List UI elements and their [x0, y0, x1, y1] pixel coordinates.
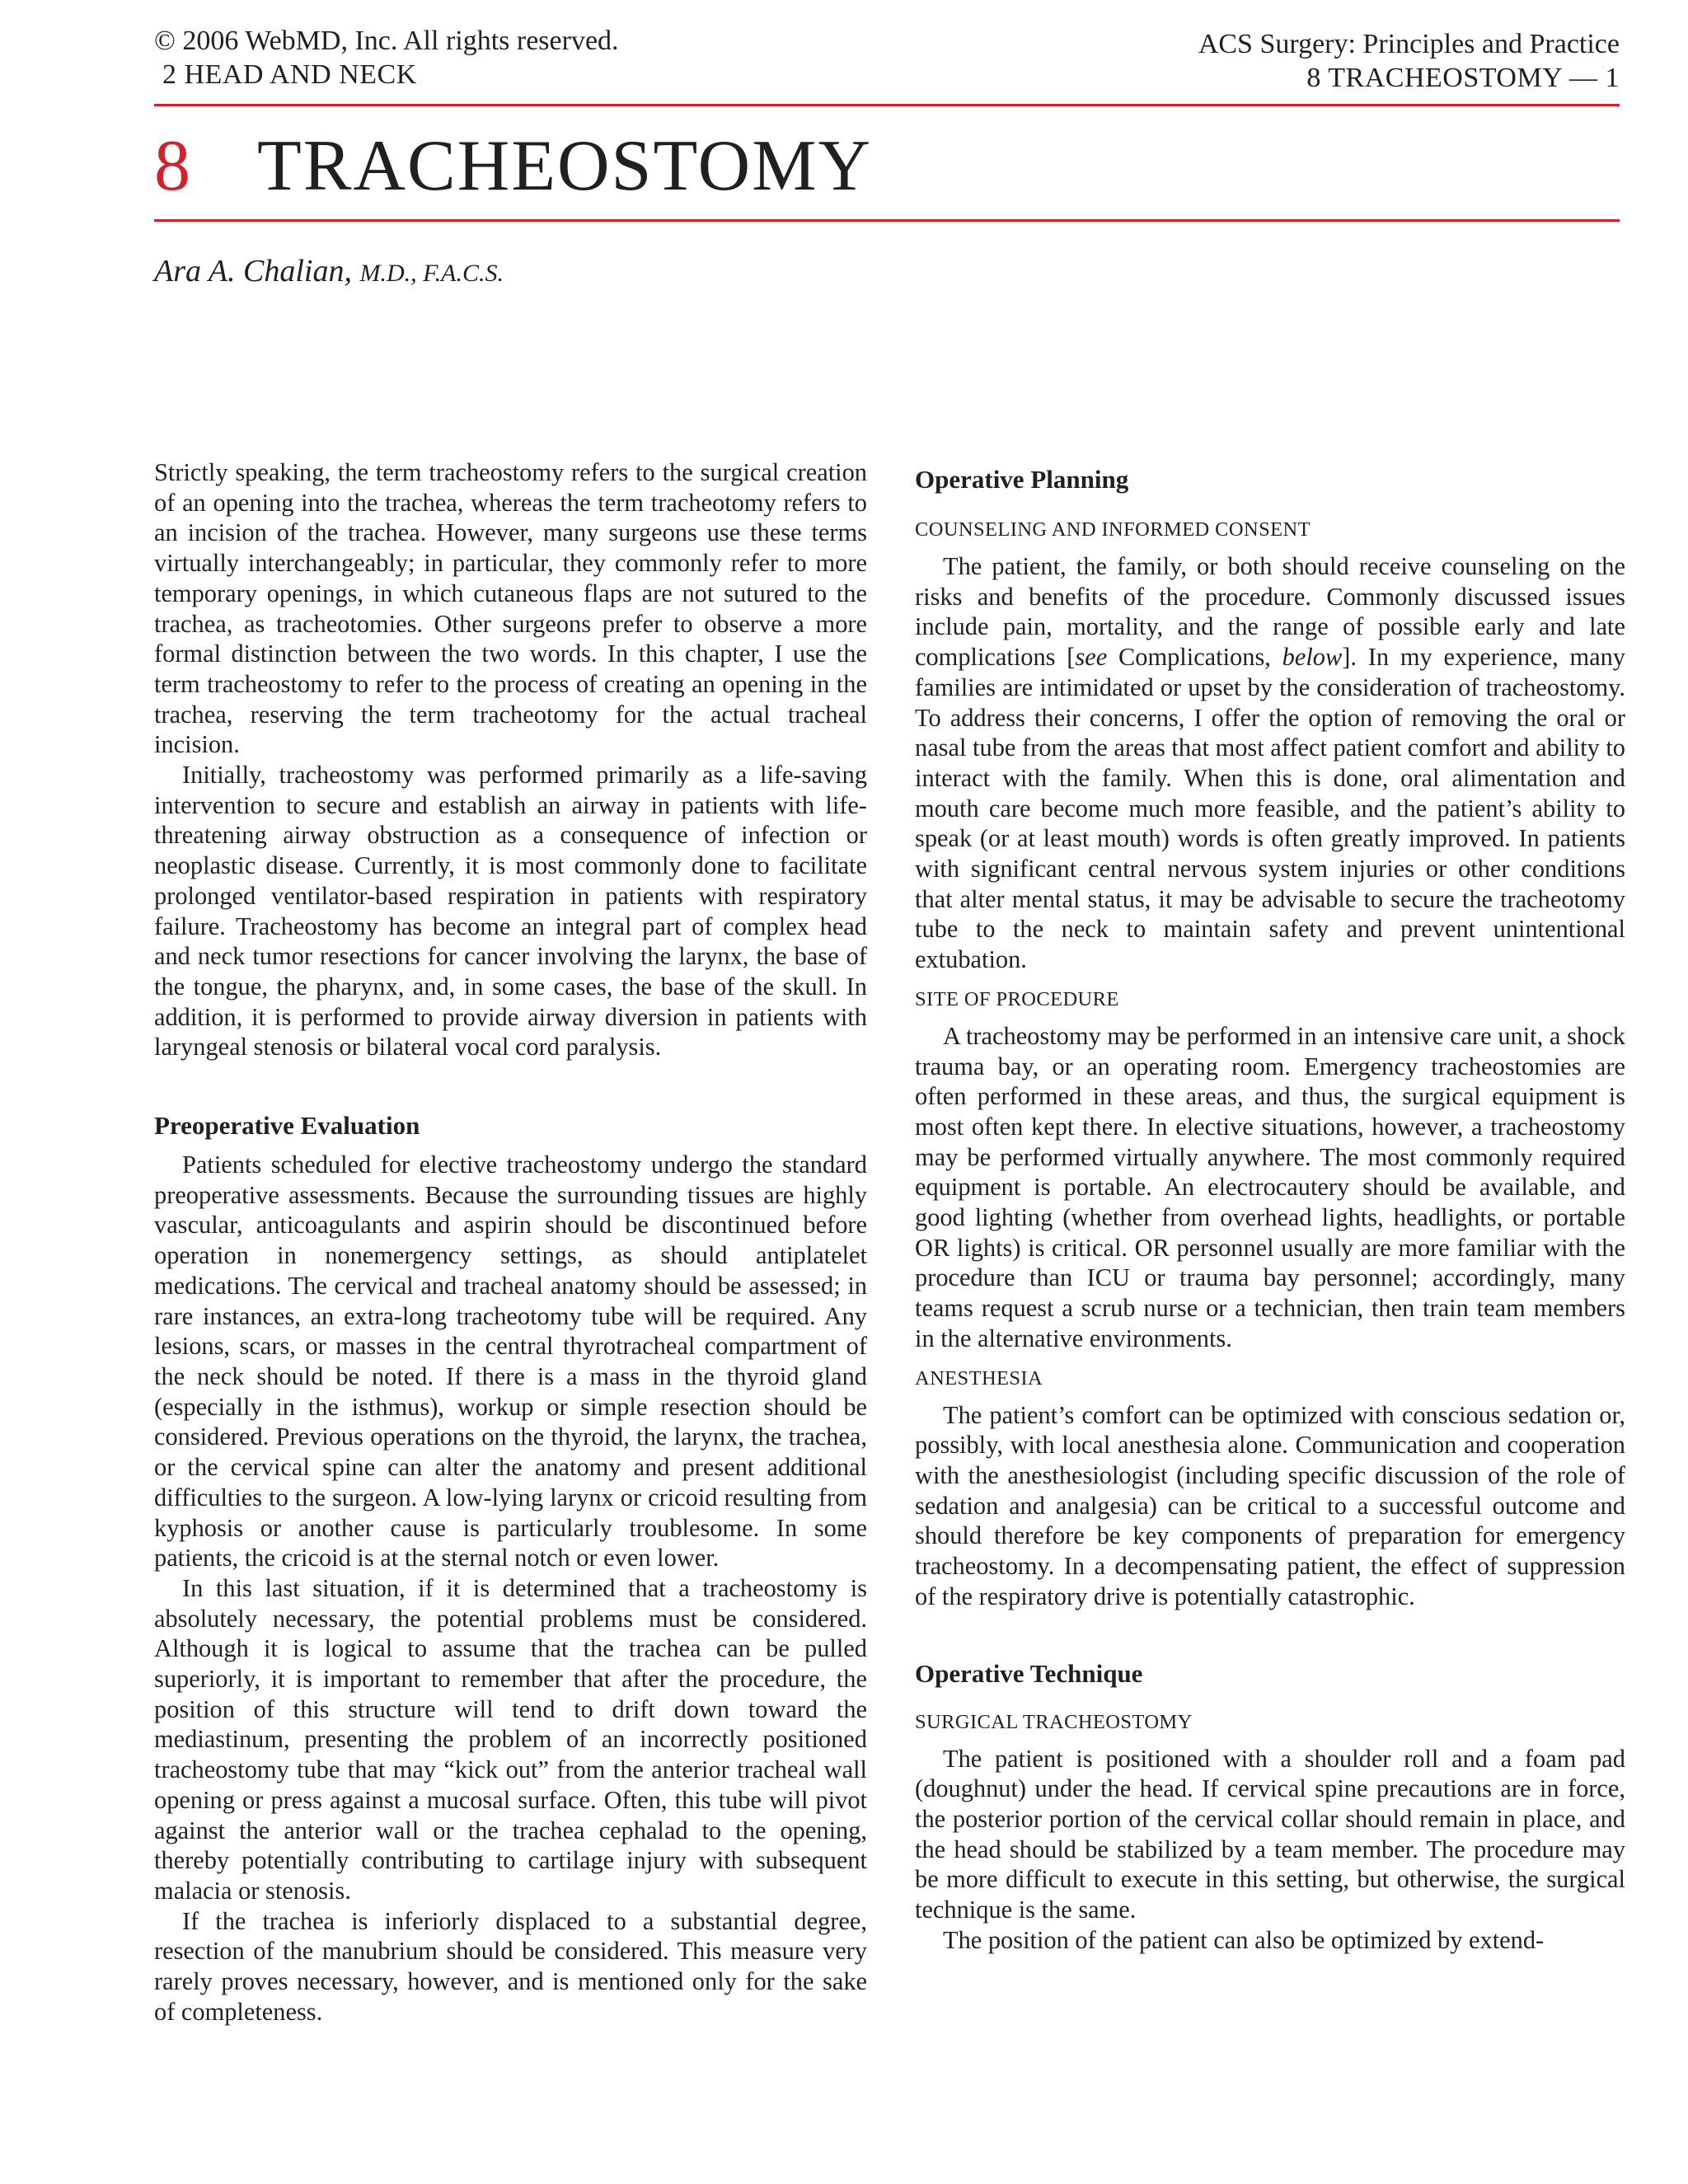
intro-paragraph-2: Initially, tracheostomy was performed primarily as a life-saving intervention to secure and establish an airway in patients with life-threatening airway obstruction as a consequence of infection or neoplastic disease. Currently, it is most commonly done to facilitate prolonged ventilator-based respiration in patients with respiratory failure. Tracheostomy has become an integral part of complex head and neck tumor resections for cancer involving the larynx, the base of the tongue, the pharynx, and, in some cases, the base of the skull. In addition, it is performed to provide airway diversion in patients with laryngeal stenosis or bilateral vocal cord paralysis. — [154, 761, 867, 1062]
preoperative-heading: Preoperative Evaluation — [154, 1111, 420, 1141]
technique-heading: Operative Technique — [915, 1658, 1143, 1688]
anesthesia-paragraph: The patient’s comfort can be optimized with conscious sedation or, possibly, with local anesthesia alone. Communication and cooperation with the anesthesiologist (including specific discussion of the role of sedation and analgesia) can be critical to a successful outcome and should therefore be key components of preparation for emergency tracheostomy. In a decompensating patient, the effect of suppression of the respiratory drive is potentially catastrophic. — [915, 1400, 1625, 1610]
chapter-number: 8 — [154, 126, 190, 206]
counseling-heading: COUNSELING AND INFORMED CONSENT — [915, 518, 1311, 541]
author-name: Ara A. Chalian, — [154, 254, 352, 288]
surgical-tracheostomy-heading: SURGICAL TRACHEOSTOMY — [915, 1710, 1193, 1733]
preoperative-paragraph-3: If the trachea is inferiorly displaced to a substantial degree, resection of the manubrium should be considered. This measure very rarely proves necessary, however, and is mentioned only for the sake of completeness. — [154, 1906, 867, 2026]
title-rule — [154, 219, 1620, 222]
surgical-paragraph-1: The patient is positioned with a shoulder roll and a foam pad (doughnut) under the head. If cervical spine precautions are in force, the posterior portion of the cervical collar should remain in place, and the head should be stabilized by a team member. The procedure may be more difficult to execute in this setting, but otherwise, the surgical technique is the same. — [915, 1744, 1625, 1924]
site-heading: SITE OF PROCEDURE — [915, 987, 1119, 1010]
counseling-paragraph: The patient, the family, or both should receive counseling on the risks and benefits of the procedure. Commonly discussed issues include pain, mortality, and the range of possible early and late complications [see Complications, below]. In my experience, many families are intimidated or upset by the consideration of tracheostomy. To address their concerns, I offer the option of removing the oral or nasal tube from the areas that most affect patient comfort and ability to interact with the family. When this is done, oral alimentation and mouth care become much more feasible, and the patient’s ability to speak (or at least mouth) words is often greatly improved. In patients with significant central nervous system injuries or other conditions that alter mental status, it may be advisable to secure the tracheotomy tube to the neck to maintain safety and prevent unintentional extubation. — [915, 552, 1626, 974]
site-paragraph: A tracheostomy may be performed in an intensive care unit, a shock trauma bay, or an operating room. Emergency tracheostomies are often performed in these areas, and thus, the surgical equipment is most often kept there. In elective situations, however, a tracheostomy may be performed virtually anywhere. The most commonly required equipment is portable. An electrocautery should be available, and good lighting (whether from overhead lights, headlights, or portable OR lights) is critical. OR personnel usually are more familiar with the procedure than ICU or trauma bay personnel; accordingly, many teams request a scrub nurse or a technician, then train team members in the alternative environments. — [915, 1021, 1625, 1352]
right-column — [915, 457, 1625, 1955]
header-book-title: ACS Surgery: Principles and Practice — [1198, 29, 1620, 59]
surgical-paragraph-2: The position of the patient can also be optimized by extend- — [943, 1925, 1545, 1954]
author-line — [154, 252, 504, 293]
header-rule — [154, 104, 1620, 106]
left-column — [154, 457, 867, 2027]
author-degrees: M.D., F.A.C.S. — [359, 260, 504, 287]
preoperative-paragraph-1: Patients scheduled for elective tracheostomy undergo the standard preoperative assessments. Because the surrounding tissues are highly vascular, anticoagulants and aspirin should be discontinued before operation in nonemergency settings, as should antiplatelet medications. The cervical and tracheal anatomy should be assessed; in rare instances, an extra-long tracheotomy tube will be required. Any lesions, scars, or masses in the central thyrotracheal compartment of the neck should be noted. If there is a mass in the thyroid gland (especially in the isthmus), workup or simple resection should be considered. Previous operations on the thyroid, the larynx, the trachea, or the cervical spine can alter the anatomy and present additional difficulties to the surgeon. A low-lying larynx or cricoid resulting from kyphosis or another cause is particularly troublesome. In some patients, the cricoid is at the sternal notch or even lower. — [154, 1151, 867, 1572]
header-section: 2 HEAD AND NECK — [162, 59, 417, 90]
below-reference: below — [1282, 643, 1343, 672]
header-chapter-running: 8 TRACHEOSTOMY — 1 — [1306, 63, 1620, 93]
header-copyright: © 2006 WebMD, Inc. All rights reserved. — [154, 26, 619, 56]
see-reference: see — [1075, 643, 1108, 672]
anesthesia-heading: ANESTHESIA — [915, 1366, 1043, 1390]
chapter-title: TRACHEOSTOMY — [257, 126, 873, 206]
preoperative-paragraph-2: In this last situation, if it is determined that a tracheostomy is absolutely necessary, the potential problems must be considered. Although it is logical to assume that the trachea can be pulled superiorly, it is important to remember that after the procedure, the position of this structure will tend to drift down toward the mediastinum, presenting the problem of an incorrectly positioned tracheostomy tube that may “kick out” from the anterior tracheal wall opening or press against a mucosal surface. Often, this tube will pivot against the anterior wall or the trachea cephalad to the opening, thereby potentially contributing to cartilage injury with subsequent malacia or stenosis. — [154, 1573, 867, 1905]
planning-heading: Operative Planning — [915, 465, 1129, 494]
intro-paragraph-1: Strictly speaking, the term tracheostomy refers to the surgical creation of an opening into the trachea, whereas the term tracheotomy refers to an incision of the trachea. However, many surgeons use these terms virtually interchangeably; in particular, they commonly refer to more temporary openings, in which cutaneous flaps are not sutured to the trachea, as tracheotomies. Other surgeons prefer to observe a more formal distinction between the two words. In this chapter, I use the term tracheostomy to refer to the process of creating an opening in the trachea, reserving the term tracheotomy for the actual tracheal incision. — [154, 458, 867, 759]
